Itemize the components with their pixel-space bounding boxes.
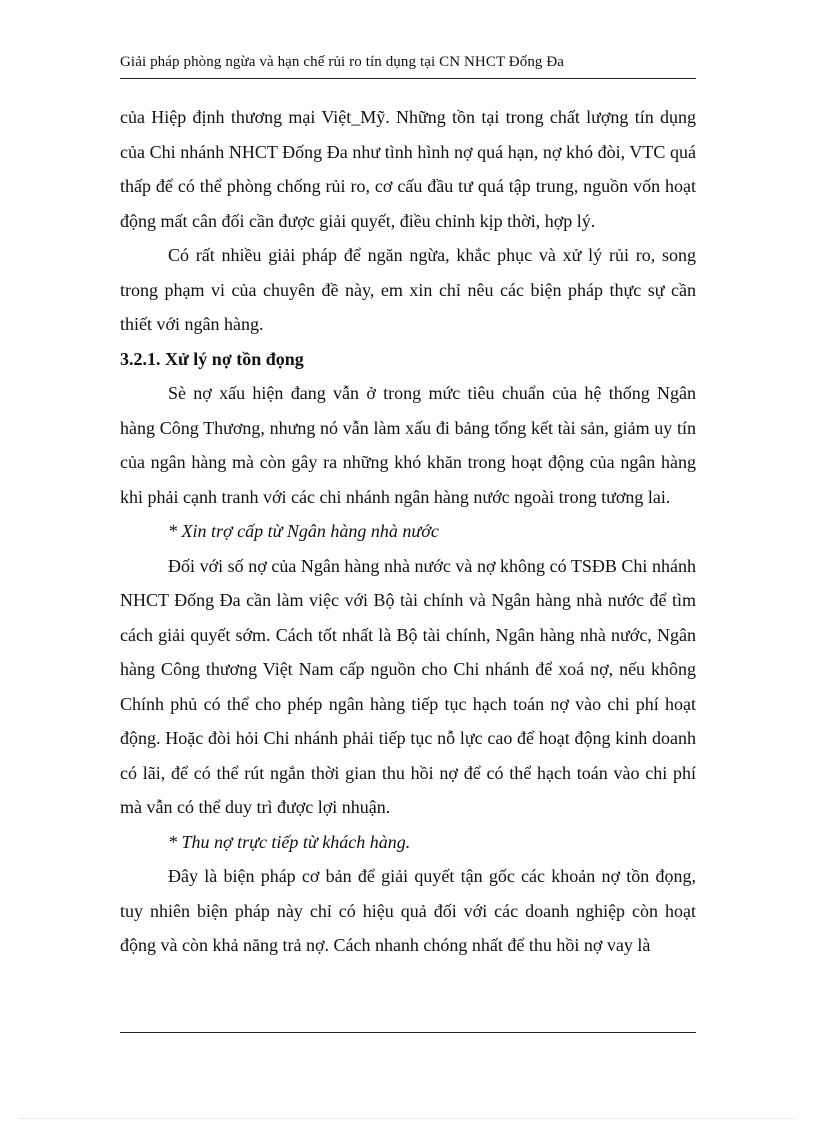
- paragraph-1: của Hiệp định thương mại Việt_Mỹ. Những tồn tại trong chất lượng tín dụng của Chi nhánh NHCT Đống Đa như tình hình nợ quá hạn, nợ khó đòi, VTC quá thấp để có thể phòng chống rủi ro, cơ cấu đầu tư quá tập trung, nguồn vốn hoạt động mất cân đối cần được giải quyết, điều chỉnh kịp thời, hợp lý.: [120, 107, 696, 231]
- subheading-1: * Xin trợ cấp từ Ngân hàng nhà nước: [168, 521, 439, 541]
- document-body: [120, 100, 696, 963]
- page-header: [120, 52, 696, 79]
- paragraph-2: Có rất nhiều giải pháp để ngăn ngừa, khắc phục và xử lý rủi ro, song trong phạm vi của chuyên đề này, em xin chỉ nêu các biện pháp thực sự cần thiết với ngân hàng.: [120, 245, 696, 334]
- section-heading: 3.2.1. Xử lý nợ tồn đọng: [120, 348, 304, 369]
- paragraph-3: Sè nợ xấu hiện đang vẫn ở trong mức tiêu chuẩn của hệ thống Ngân hàng Công Thương, nhưng nó vẫn làm xấu đi bảng tổng kết tài sản, giảm uy tín của ngân hàng mà còn gây ra những khó khăn trong hoạt động của ngân hàng khi phải cạnh tranh với các chi nhánh ngân hàng nước ngoài trong tương lai.: [120, 383, 696, 507]
- paragraph-4: Đối với số nợ của Ngân hàng nhà nước và nợ không có TSĐB Chi nhánh NHCT Đống Đa cần làm việc với Bộ tài chính và Ngân hàng nhà nước để tìm cách giải quyết sớm. Cách tốt nhất là Bộ tài chính, Ngân hàng nhà nước, Ngân hàng Công thương Việt Nam cấp nguồn cho Chi nhánh để xoá nợ, nếu không Chính phủ có thể cho phép ngân hàng tiếp tục hạch toán nợ vào chi phí hoạt động. Hoặc đòi hỏi Chi nhánh phải tiếp tục nỗ lực cao để hoạt động kinh doanh có lãi, để có thể rút ngắn thời gian thu hồi nợ để có thể hạch toán vào chi phí mà vẫn có thể duy trì được lợi nhuận.: [120, 555, 696, 817]
- paragraph-5: Đây là biện pháp cơ bản để giải quyết tận gốc các khoản nợ tồn đọng, tuy nhiên biện pháp này chỉ có hiệu quả đối với các doanh nghiệp còn hoạt động và còn khả năng trả nợ. Cách nhanh chóng nhất để thu hồi nợ vay là: [120, 866, 696, 955]
- subheading-2: * Thu nợ trực tiếp từ khách hàng.: [168, 831, 411, 852]
- page-bottom-border: [20, 1118, 796, 1119]
- header-title: Giải pháp phòng ngừa và hạn chế rủi ro tín dụng tại CN NHCT Đống Đa: [120, 54, 565, 70]
- footer-rule: [120, 1032, 696, 1033]
